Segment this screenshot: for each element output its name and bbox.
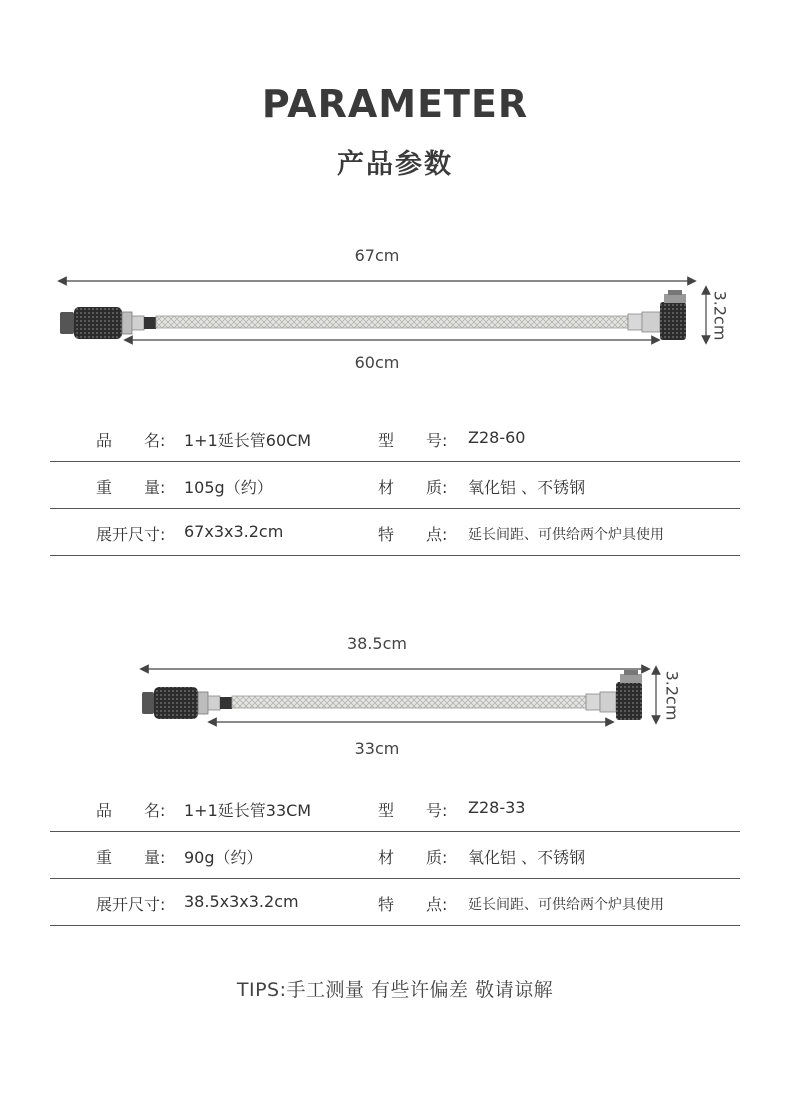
total-length-label: 38.5cm bbox=[346, 634, 407, 653]
spec-value: Z28-60 bbox=[468, 428, 526, 447]
spec-label: 特 点: bbox=[378, 895, 448, 914]
spec-label: 型 号: bbox=[378, 431, 448, 450]
spec-label: 展开尺寸: bbox=[96, 525, 166, 544]
spec-row bbox=[50, 509, 740, 556]
height-label: 3.2cm bbox=[662, 670, 682, 721]
spec-label: 型 号: bbox=[378, 801, 448, 820]
tips-note: TIPS:手工测量 有些许偏差 敬请谅解 bbox=[236, 979, 554, 1001]
page-subtitle: 产品参数 bbox=[337, 149, 453, 180]
hose-length-label: 33cm bbox=[354, 739, 400, 758]
spec-value: Z28-33 bbox=[468, 798, 526, 817]
spec-label: 材 质: bbox=[378, 848, 448, 867]
spec-table-33cm bbox=[50, 785, 740, 926]
height-label: 3.2cm bbox=[710, 290, 730, 341]
spec-value: 1+1延长管60CM bbox=[184, 431, 312, 450]
spec-label: 特 点: bbox=[378, 525, 448, 544]
spec-row bbox=[50, 785, 740, 832]
page-title: PARAMETER bbox=[261, 82, 529, 126]
spec-label: 品 名: bbox=[96, 801, 166, 820]
product-image-60cm bbox=[0, 268, 790, 358]
spec-row bbox=[50, 879, 740, 926]
total-length-label: 67cm bbox=[354, 246, 400, 265]
spec-value: 105g（约） bbox=[184, 478, 273, 497]
left-connector bbox=[60, 307, 156, 339]
spec-label: 重 量: bbox=[96, 478, 166, 497]
left-connector bbox=[142, 687, 232, 719]
spec-value: 延长间距、可供给两个炉具使用 bbox=[468, 897, 664, 913]
braided-hose bbox=[232, 696, 586, 708]
spec-value: 延长间距、可供给两个炉具使用 bbox=[468, 527, 664, 543]
spec-value: 67x3x3.2cm bbox=[184, 522, 284, 541]
spec-value: 38.5x3x3.2cm bbox=[184, 892, 299, 911]
spec-row bbox=[50, 832, 740, 879]
braided-hose bbox=[156, 316, 628, 328]
spec-label: 展开尺寸: bbox=[96, 895, 166, 914]
spec-row bbox=[50, 462, 740, 509]
spec-value: 90g（约） bbox=[184, 848, 263, 867]
spec-value: 1+1延长管33CM bbox=[184, 801, 312, 820]
right-connector bbox=[628, 290, 686, 340]
spec-label: 品 名: bbox=[96, 431, 166, 450]
right-connector bbox=[586, 670, 642, 720]
spec-row bbox=[50, 415, 740, 462]
spec-label: 重 量: bbox=[96, 848, 166, 867]
hose-length-label: 60cm bbox=[354, 353, 400, 372]
spec-table-60cm bbox=[50, 415, 740, 556]
spec-value: 氧化铝 、不锈钢 bbox=[468, 848, 586, 867]
spec-value: 氧化铝 、不锈钢 bbox=[468, 478, 586, 497]
spec-label: 材 质: bbox=[378, 478, 448, 497]
